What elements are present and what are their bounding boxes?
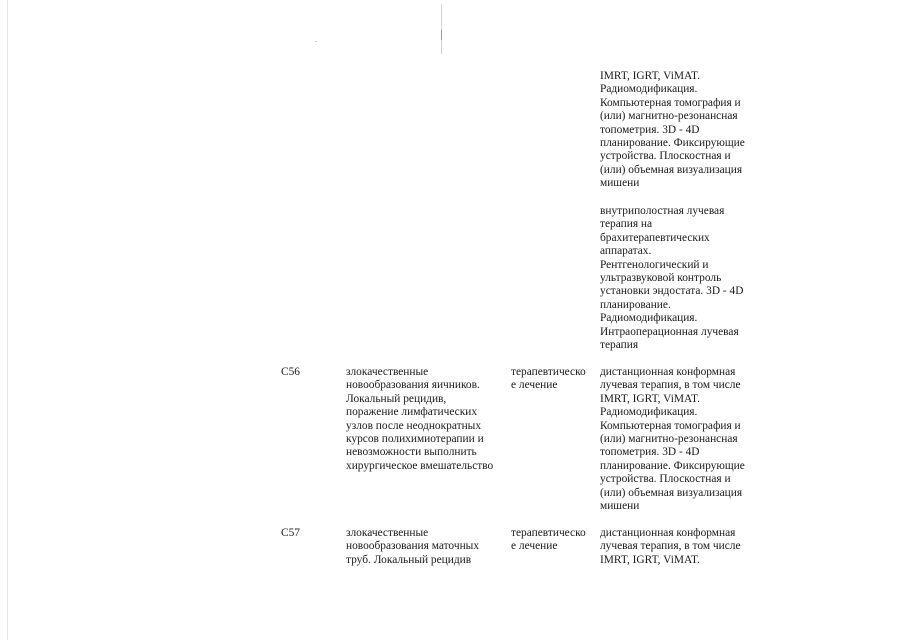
row-c56-treatment-type: терапевтическо е лечение <box>511 366 586 392</box>
row-c56-diagnosis: злокачественные новообразования яичников. Локальный рецидив, поражение лимфатических узлов после неоднократных курсов полихимиотерапии и невозможности выполнить хирургическое вмешательство <box>346 366 494 472</box>
row-c57-diagnosis: злокачественные новообразования маточных труб. Локальный рецидив <box>346 527 480 566</box>
row-c56-method: дистанционная конформная лучевая терапия, в том числе IMRT, IGRT, ViMAT. Радиомодификация. Компьютерная томография и (или) магнитно-резонансная топометрия. 3D - 4D планирование. Фиксирующие устройства. Плоскостная и (или) объемная визуализация мишени <box>600 366 745 513</box>
scan-edge <box>7 0 8 640</box>
fold-tick <box>441 30 442 40</box>
row-c57-treatment-type: терапевтическо е лечение <box>511 527 586 553</box>
method-cell-continued-1: IMRT, IGRT, ViMAT. Радиомодификация. Компьютерная томография и (или) магнитно-резонансная топометрия. 3D - 4D планирование. Фиксирующие устройства. Плоскостная и (или) объемная визуализация мишени <box>600 70 745 190</box>
row-c57-method: дистанционная конформная лучевая терапия, в том числе IMRT, IGRT, ViMAT. <box>600 527 741 566</box>
scan-speck <box>315 41 317 42</box>
row-c56-code: C56 <box>281 366 300 378</box>
method-cell-continued-2: внутриполостная лучевая терапия на брахитерапевтических аппаратах. Рентгенологический и ультразвуковой контроль установки эндостата. 3D - 4D планирование. Радиомодификация. Интраоперационная лучевая терапия <box>600 205 744 352</box>
row-c57-code: C57 <box>281 527 300 539</box>
fold-mark <box>441 4 442 54</box>
